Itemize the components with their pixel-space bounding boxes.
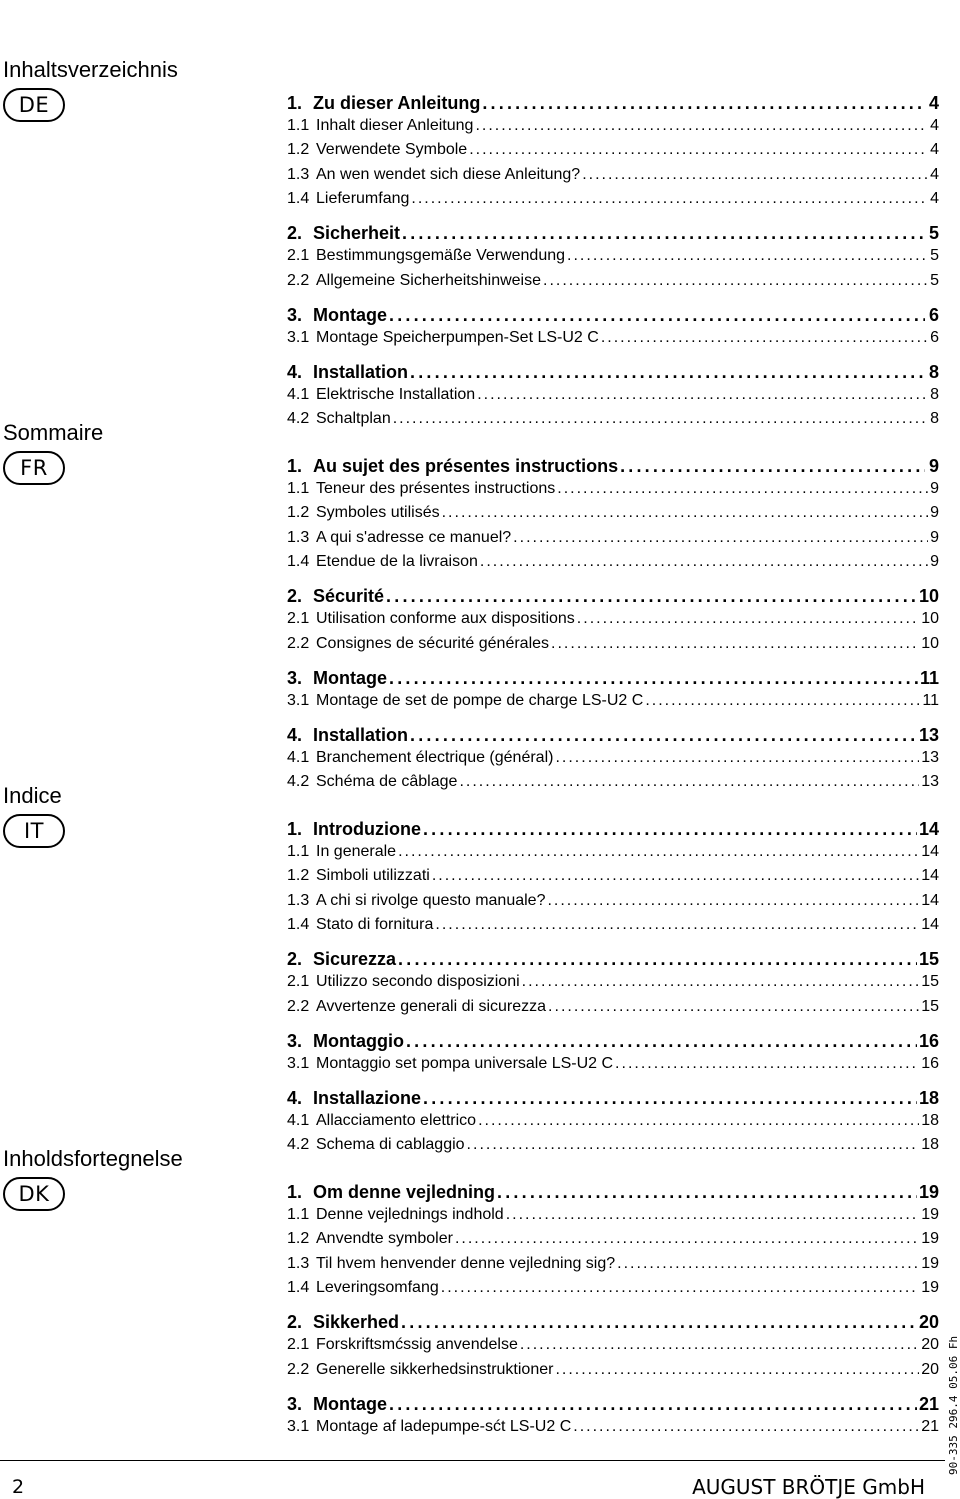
toc-chapter-entry [287,305,939,326]
toc-dot-leader [467,1136,920,1154]
toc-entry-title: Sicurezza [313,949,397,970]
toc-entry-page: 19 [921,1230,939,1248]
toc-entry-title: Montage af ladepumpe-sćt LS-U2 C [316,1417,572,1435]
toc-entry-title: In generale [316,843,397,860]
toc-dot-leader [555,1361,919,1379]
toc-dot-leader [435,916,919,934]
toc-chapter-entry [287,1031,939,1052]
toc-entry-number: 3.1 [287,328,310,346]
toc-entry-page: 13 [918,725,939,746]
toc-entry-page: 13 [921,749,939,767]
toc-entry-page: 14 [921,843,939,860]
toc-subentry [287,1361,939,1379]
toc-entry-title: Montage [313,667,387,688]
toc-entry-page: 11 [922,691,939,709]
toc-dot-leader [393,410,928,428]
toc-entry-number: 4.2 [287,1136,310,1154]
toc-entry-number: 2.1 [287,973,310,991]
toc-subentry [287,1206,939,1224]
toc-dot-leader [410,725,917,746]
toc-entry-title: Allacciamento elettrico [316,1112,477,1130]
toc-entry-number: 3.1 [287,1054,310,1072]
toc-entry-number: 1. [287,819,303,839]
language-badge-it: IT [3,814,65,848]
toc-entry-page: 14 [921,867,939,885]
toc-entry-page: 14 [918,819,939,839]
toc-subentry [287,190,939,208]
toc-entry-title: Denne vejlednings indhold [316,1206,504,1223]
toc-entry-title: Introduzione [313,819,421,839]
toc-entry-number: 1.2 [287,867,310,885]
toc-dot-leader [615,1055,919,1073]
toc-subentry [287,998,939,1016]
toc-subentry [287,141,939,159]
toc-subentry [287,1279,939,1297]
toc-entry-title: Montage de set de pompe de charge LS-U2 C [316,691,644,709]
toc-entry-title: Installazione [313,1088,422,1109]
toc-entry-page: 14 [921,915,939,933]
toc-entry-title: Zu dieser Anleitung [313,93,481,113]
toc-entry-page: 9 [930,480,939,497]
toc-dot-leader [389,668,918,689]
footer-brand: AUGUST BRÖTJE GmbH [692,1475,925,1499]
toc-entry-number: 1.1 [287,843,310,860]
toc-dot-leader [645,692,920,710]
toc-subentry [287,1255,939,1273]
toc-entry-number: 1.3 [287,528,310,546]
toc-chapter-entry [287,1182,939,1203]
toc-entry-number: 1.3 [287,1254,310,1272]
toc-subentry [287,867,939,885]
toc-chapter-entry [287,93,939,114]
footer-page-number: 2 [12,1476,25,1498]
toc-entry-title: Simboli utilizzati [316,867,430,885]
toc-entry-page: 9 [930,528,939,546]
toc-subentry [287,329,939,347]
toc-entry-page: 19 [921,1254,939,1272]
toc-entry-number: 2.2 [287,1360,310,1378]
toc-entry-title: A qui s'adresse ce manuel? [316,528,512,546]
toc-entry-number: 4.2 [287,773,310,791]
toc-entry-page: 9 [930,552,939,570]
toc-entry-page: 15 [918,949,939,970]
toc-subentry [287,1230,939,1248]
toc-subentry [287,117,939,135]
toc-dot-leader [567,247,928,265]
toc-entry-page: 4 [928,93,939,113]
toc-entry-number: 3. [287,667,303,688]
toc-entry-number: 3.1 [287,691,310,709]
toc-entry-page: 16 [918,1030,939,1051]
toc-dot-leader [423,819,917,840]
toc-dot-leader [459,773,919,791]
toc-dot-leader [520,1336,919,1354]
toc-entry-number: 2. [287,949,303,970]
toc-entry-number: 1.3 [287,891,310,909]
toc-subentry [287,504,939,522]
toc-subentry [287,247,939,265]
toc-entry-page: 15 [921,973,939,991]
toc-entry-page: 13 [921,773,939,791]
toc-entry-number: 1.4 [287,915,310,933]
toc-entry-title: Inhalt dieser Anleitung [316,117,474,134]
toc-entry-page: 18 [921,1136,939,1154]
toc-entry-title: Montage [313,1393,387,1414]
toc-entry-title: Teneur des présentes instructions [316,480,556,497]
toc-entry-title: Schema di cablaggio [316,1136,465,1154]
toc-entry-page: 20 [918,1312,939,1333]
toc-entry-page: 5 [930,247,939,265]
toc-chapter-entry [287,668,939,689]
toc-entry-page: 10 [918,586,939,607]
toc-dot-leader [555,749,919,767]
toc-entry-page: 21 [918,1393,939,1414]
toc-entry-number: 1.1 [287,117,310,134]
toc-entry-page: 4 [930,141,939,159]
toc-entry-page: 19 [921,1206,939,1223]
toc-dot-leader [402,223,925,244]
toc-entry-title: Generelle sikkerhedsinstruktioner [316,1360,554,1378]
toc-entry-title: Montage [313,304,387,325]
toc-entry-page: 19 [918,1182,939,1202]
toc-dot-leader [617,1255,919,1273]
toc-entry-number: 2.2 [287,997,310,1015]
toc-dot-leader [577,610,919,628]
toc-entry-title: Leveringsomfang [316,1278,439,1296]
toc-dot-leader [601,329,928,347]
toc-subentry [287,973,939,991]
toc-dot-leader [478,1112,919,1130]
toc-subentry [287,480,939,498]
toc-dot-leader [423,1088,917,1109]
toc-entry-title: Schéma de câblage [316,773,458,791]
toc-entry-number: 3.1 [287,1417,310,1435]
toc-entry-number: 2. [287,586,303,607]
toc-dot-leader [475,117,928,135]
toc-entry-number: 1.1 [287,1206,310,1223]
toc-entry-title: Verwendete Symbole [316,141,468,159]
toc-dot-leader [389,305,925,326]
toc-dot-leader [547,892,919,910]
toc-entry-number: 1.4 [287,552,310,570]
toc-entry-page: 11 [919,667,939,688]
toc-entry-number: 1.4 [287,1278,310,1296]
toc-entry-page: 15 [921,997,939,1015]
language-badge-dk: DK [3,1177,65,1211]
toc-entry-title: Bestimmungsgemäße Verwendung [316,247,566,265]
toc-subentry [287,916,939,934]
toc-subentry [287,553,939,571]
toc-entry-number: 2.1 [287,610,310,628]
toc-subentry [287,635,939,653]
toc-entry-number: 1.2 [287,504,310,522]
toc-entry-title: Montaggio [313,1030,404,1051]
toc-subentry [287,610,939,628]
toc-entry-title: Branchement électrique (général) [316,749,554,767]
toc-entry-page: 16 [921,1054,939,1072]
toc-entry-number: 4.1 [287,749,310,767]
toc-entry-title: Au sujet des présentes instructions [313,456,619,476]
language-badge-fr: FR [3,451,65,485]
toc-dot-leader [522,973,920,991]
toc-entry-number: 1. [287,1182,303,1202]
toc-dot-leader [441,1279,919,1297]
toc-entry-title: A chi si rivolge questo manuale? [316,891,546,909]
toc-entry-title: Utilisation conforme aux dispositions [316,610,575,628]
toc-subentry [287,1055,939,1073]
toc-entry-number: 2.2 [287,271,310,289]
toc-dot-leader [582,166,928,184]
toc-entry-title: Om denne vejledning [313,1182,496,1202]
toc-subentry [287,1136,939,1154]
toc-dot-leader [477,386,928,404]
toc-dot-leader [406,1031,917,1052]
section-heading-fr: Sommaire [3,420,104,445]
toc-chapter-entry [287,362,939,383]
section-heading-de: Inhaltsverzeichnis [3,57,178,82]
toc-entry-number: 1.2 [287,141,310,159]
toc-chapter-entry [287,456,939,477]
toc-subentry [287,1418,939,1436]
toc-entry-title: Anvendte symboler [316,1230,453,1248]
toc-entry-number: 1. [287,93,303,113]
toc-dot-leader [410,362,925,383]
toc-subentry [287,410,939,428]
toc-dot-leader [551,635,919,653]
toc-dot-leader [548,998,919,1016]
toc-dot-leader [411,190,928,208]
toc-entry-number: 1.2 [287,1230,310,1248]
toc-entry-title: Symboles utilisés [316,504,440,522]
footer-divider [0,1460,945,1461]
toc-chapter-entry [287,949,939,970]
toc-entry-title: Utilizzo secondo disposizioni [316,973,520,991]
toc-chapter-entry [287,1312,939,1333]
toc-entry-title: Installation [313,725,409,746]
toc-entry-title: Montaggio set pompa universale LS-U2 C [316,1054,614,1072]
toc-entry-number: 4.1 [287,1112,310,1130]
toc-subentry [287,166,939,184]
toc-entry-page: 5 [930,271,939,289]
toc-subentry [287,1336,939,1354]
toc-entry-page: 6 [928,304,939,325]
toc-entry-title: Allgemeine Sicherheitshinweise [316,271,542,289]
toc-entry-number: 4. [287,725,303,746]
toc-entry-title: Schaltplan [316,410,391,428]
toc-dot-leader [482,93,925,114]
toc-entry-number: 2.1 [287,1336,310,1354]
toc-entry-title: Etendue de la livraison [316,552,478,570]
toc-entry-page: 21 [921,1417,939,1435]
toc-entry-page: 20 [921,1336,939,1354]
toc-dot-leader [398,843,919,861]
toc-entry-number: 4. [287,1088,303,1109]
toc-entry-page: 8 [928,362,939,383]
toc-entry-page: 4 [930,165,939,183]
toc-chapter-entry [287,1394,939,1415]
toc-entry-page: 8 [930,386,939,404]
toc-dot-leader [386,586,917,607]
language-badge-de: DE [3,88,65,122]
section-heading-dk: Inholdsfortegnelse [3,1146,183,1171]
toc-subentry [287,749,939,767]
toc-entry-number: 2.2 [287,634,310,652]
toc-subentry [287,1112,939,1130]
toc-dot-leader [432,867,919,885]
toc-entry-title: Lieferumfang [316,189,410,207]
toc-entry-title: Consignes de sécurité générales [316,634,550,652]
toc-entry-title: Til hvem henvender denne vejledning sig? [316,1254,616,1272]
toc-entry-title: Installation [313,362,409,383]
toc-dot-leader [620,456,925,477]
toc-entry-page: 18 [918,1088,939,1109]
toc-entry-number: 1. [287,456,303,476]
toc-subentry [287,892,939,910]
toc-entry-page: 8 [930,410,939,428]
toc-entry-number: 3. [287,1393,303,1414]
toc-entry-page: 10 [921,634,939,652]
toc-entry-title: Stato di fornitura [316,915,434,933]
toc-entry-number: 1.4 [287,189,310,207]
toc-entry-title: Montage Speicherpumpen-Set LS-U2 C [316,328,599,346]
toc-subentry [287,773,939,791]
toc-entry-page: 4 [930,117,939,134]
toc-entry-number: 4.2 [287,410,310,428]
toc-entry-title: Sécurité [313,586,385,607]
toc-subentry [287,272,939,290]
toc-chapter-entry [287,725,939,746]
toc-dot-leader [442,504,928,522]
toc-entry-title: Sicherheit [313,223,401,244]
toc-entry-number: 2. [287,1312,303,1333]
toc-entry-number: 4. [287,362,303,383]
toc-entry-page: 18 [921,1112,939,1130]
toc-entry-number: 2. [287,223,303,244]
toc-entry-title: An wen wendet sich diese Anleitung? [316,165,581,183]
toc-entry-title: Avvertenze generali di sicurezza [316,997,547,1015]
toc-entry-page: 4 [930,189,939,207]
toc-chapter-entry [287,223,939,244]
toc-entry-page: 9 [928,456,939,476]
toc-dot-leader [455,1230,919,1248]
toc-entry-number: 2.1 [287,247,310,265]
toc-entry-number: 4.1 [287,386,310,404]
toc-entry-title: Forskriftsmćssig anvendelse [316,1336,518,1354]
toc-chapter-entry [287,586,939,607]
toc-entry-page: 20 [921,1360,939,1378]
toc-dot-leader [389,1394,917,1415]
toc-subentry [287,529,939,547]
toc-entry-page: 10 [921,610,939,628]
toc-dot-leader [401,1312,917,1333]
toc-dot-leader [543,272,928,290]
toc-entry-number: 3. [287,1030,303,1051]
toc-dot-leader [497,1182,917,1203]
toc-chapter-entry [287,819,939,840]
toc-entry-number: 1.1 [287,480,310,497]
toc-dot-leader [480,553,928,571]
toc-entry-page: 9 [930,504,939,522]
toc-entry-page: 19 [921,1278,939,1296]
toc-dot-leader [573,1418,919,1436]
toc-entry-page: 5 [928,223,939,244]
toc-entry-title: Sikkerhed [313,1312,400,1333]
toc-subentry [287,386,939,404]
toc-dot-leader [506,1206,920,1224]
toc-chapter-entry [287,1088,939,1109]
section-heading-it: Indice [3,783,62,808]
toc-entry-title: Elektrische Installation [316,386,476,404]
toc-subentry [287,843,939,861]
toc-entry-page: 6 [930,328,939,346]
toc-dot-leader [513,529,928,547]
toc-entry-page: 14 [921,891,939,909]
toc-entry-number: 3. [287,304,303,325]
toc-entry-number: 1.3 [287,165,310,183]
toc-dot-leader [398,949,917,970]
toc-dot-leader [557,480,928,498]
toc-dot-leader [469,141,928,159]
toc-subentry [287,692,939,710]
document-code: 90-335 296.4 05.06 Fh [947,1335,960,1475]
